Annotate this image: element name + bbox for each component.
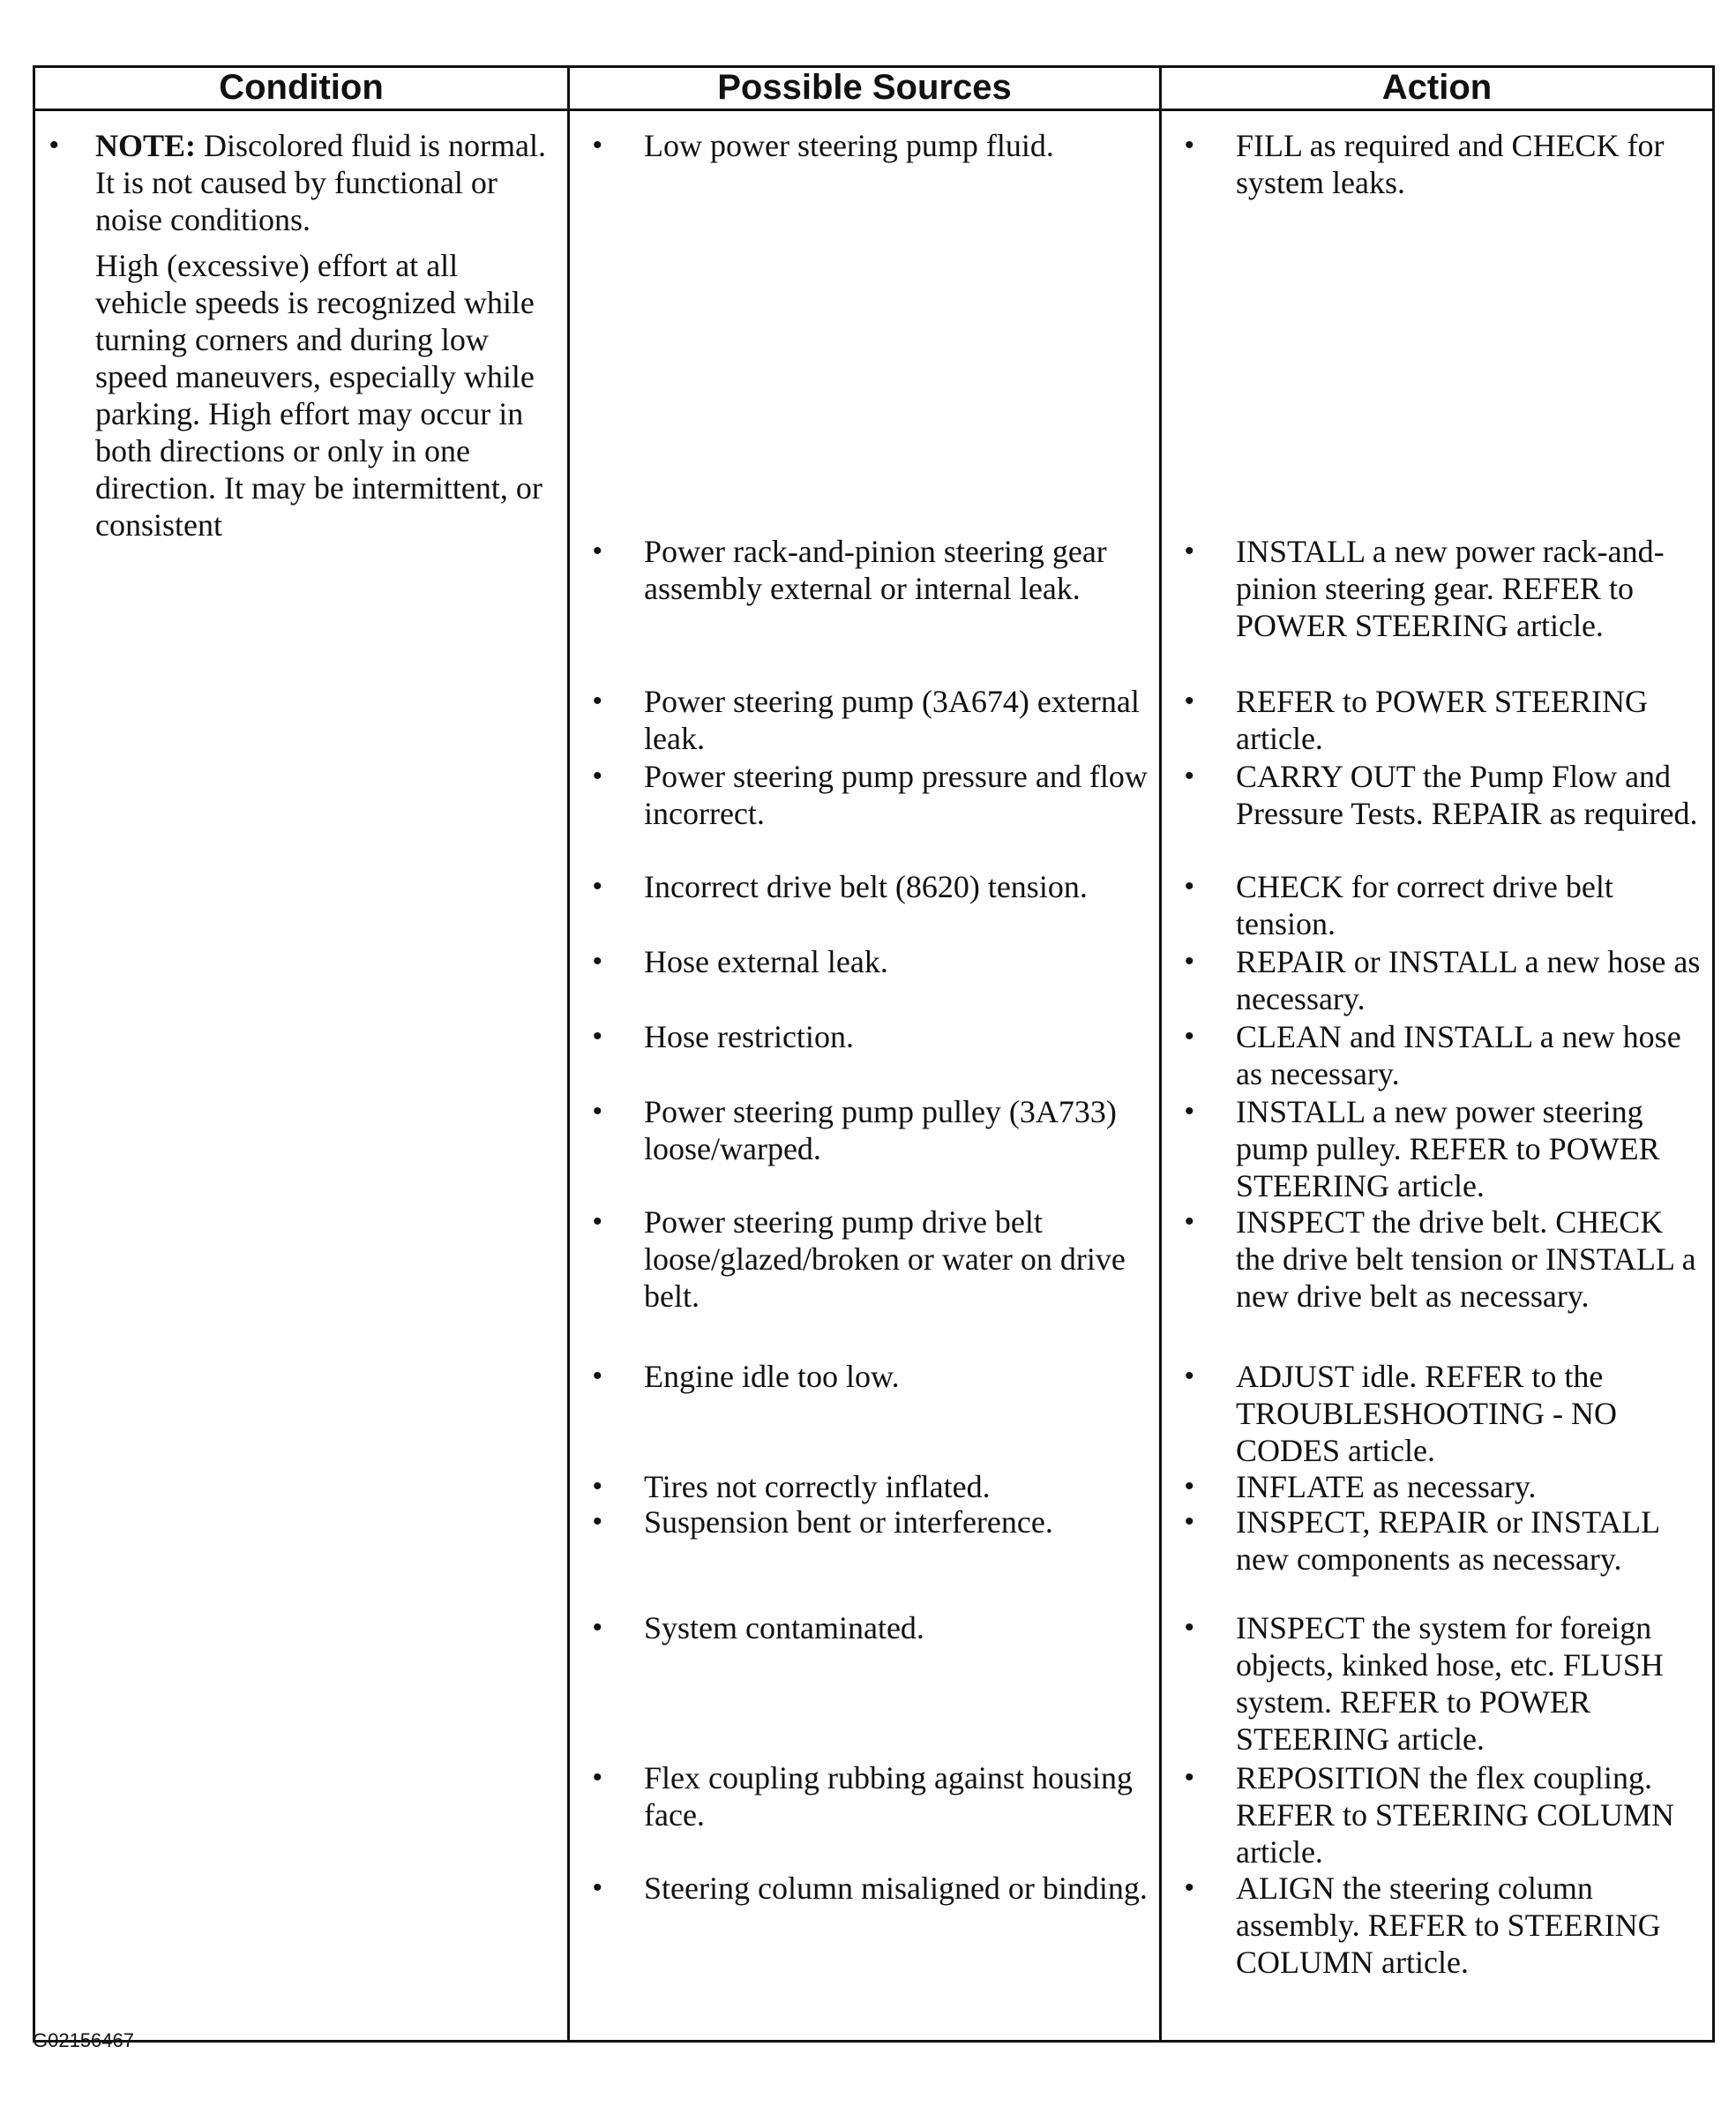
bullet-icon: •	[593, 1361, 602, 1391]
source-item	[580, 683, 1152, 757]
action-text: INSPECT, REPAIR or INSTALL new components as necessary.	[1236, 1504, 1659, 1577]
action-item	[1172, 1468, 1705, 1505]
action-item	[1172, 868, 1705, 942]
source-item	[580, 1759, 1152, 1833]
source-text: Power steering pump pulley (3A733) loose/warped.	[644, 1094, 1117, 1166]
note-text: Discolored fluid is normal. It is not caused by functional or noise conditions.	[95, 128, 546, 237]
source-item	[580, 1203, 1152, 1315]
source-item	[580, 868, 1152, 905]
action-text: CARRY OUT the Pump Flow and Pressure Tests. REPAIR as required.	[1236, 759, 1698, 831]
source-text: Engine idle too low.	[644, 1359, 900, 1394]
source-item	[580, 1503, 1152, 1541]
action-item	[1172, 1503, 1705, 1578]
action-item	[1172, 758, 1705, 832]
action-item	[1172, 533, 1705, 644]
bullet-icon: •	[593, 1022, 602, 1051]
source-item	[580, 1609, 1152, 1646]
action-text: INSPECT the drive belt. CHECK the drive belt tension or INSTALL a new drive belt as necessary.	[1236, 1204, 1696, 1314]
bullet-icon: •	[1185, 1507, 1194, 1536]
action-item	[1172, 1018, 1705, 1092]
bullet-icon: •	[593, 872, 602, 901]
action-text: INSTALL a new power rack-and-pinion steering gear. REFER to POWER STEERING article.	[1236, 534, 1665, 643]
condition-description: High (excessive) effort at all vehicle speeds is recognized while turning corners and during low speed maneuvers, especially while parking. High effort may occur in both directions or only in one direction. It may be intermittent, or consistent	[95, 248, 542, 543]
header-condition: Condition	[34, 67, 569, 110]
action-item	[1172, 683, 1705, 757]
source-item	[580, 1468, 1152, 1505]
source-text: Power steering pump (3A674) external leak.	[644, 684, 1140, 756]
action-item	[1172, 1609, 1705, 1758]
source-item	[580, 533, 1152, 607]
actions-cell	[1161, 110, 1714, 2042]
bullet-icon: •	[1185, 1022, 1194, 1051]
action-item	[1172, 1093, 1705, 1204]
action-text: REFER to POWER STEERING article.	[1236, 684, 1649, 756]
bullet-icon: •	[593, 1472, 602, 1501]
bullet-icon: •	[1185, 686, 1194, 716]
bullet-icon: •	[593, 947, 602, 976]
action-item	[1172, 1870, 1705, 1981]
source-text: Hose external leak.	[644, 944, 888, 979]
bullet-icon: •	[1185, 1097, 1194, 1126]
troubleshooting-table	[33, 65, 1715, 2043]
bullet-icon: •	[1185, 947, 1194, 976]
source-item	[580, 1093, 1152, 1167]
header-action: Action	[1161, 67, 1714, 110]
bullet-icon: •	[1185, 1613, 1194, 1642]
bullet-icon: •	[593, 686, 602, 716]
bullet-icon: •	[49, 131, 59, 160]
bullet-icon: •	[593, 536, 602, 566]
source-item	[580, 758, 1152, 832]
bullet-icon: •	[1185, 1361, 1194, 1391]
header-possible-sources: Possible Sources	[569, 67, 1161, 110]
bullet-icon: •	[1185, 1873, 1194, 1902]
table-row	[34, 110, 1714, 2042]
action-item	[1172, 1358, 1705, 1469]
bullet-icon: •	[593, 1507, 602, 1536]
bullet-icon: •	[1185, 1207, 1194, 1236]
source-text: Steering column misaligned or binding.	[644, 1870, 1148, 1906]
table-header-row	[34, 67, 1714, 110]
source-item	[580, 943, 1152, 980]
action-text: CHECK for correct drive belt tension.	[1236, 869, 1613, 941]
source-text: Incorrect drive belt (8620) tension.	[644, 869, 1088, 904]
source-text: Power steering pump pressure and flow incorrect.	[644, 759, 1148, 831]
source-text: Hose restriction.	[644, 1019, 854, 1054]
source-item	[580, 1870, 1152, 1907]
source-text: Suspension bent or interference.	[644, 1504, 1053, 1540]
bullet-icon: •	[1185, 131, 1194, 160]
bullet-icon: •	[593, 1097, 602, 1126]
action-text: INSPECT the system for foreign objects, kinked hose, etc. FLUSH system. REFER to POWER STEERING article.	[1236, 1610, 1664, 1757]
action-text: ALIGN the steering column assembly. REFER to STEERING COLUMN article.	[1236, 1870, 1661, 1980]
action-text: INFLATE as necessary.	[1236, 1469, 1537, 1504]
sources-cell	[569, 110, 1161, 2042]
note-label: NOTE:	[95, 128, 197, 163]
condition-item	[46, 127, 557, 543]
source-text: Low power steering pump fluid.	[644, 128, 1054, 163]
bullet-icon: •	[1185, 761, 1194, 791]
bullet-icon: •	[1185, 872, 1194, 901]
source-text: Power rack-and-pinion steering gear assembly external or internal leak.	[644, 534, 1107, 606]
bullet-icon: •	[1185, 536, 1194, 566]
bullet-icon: •	[593, 1763, 602, 1792]
bullet-icon: •	[593, 761, 602, 791]
condition-cell	[34, 110, 569, 2042]
action-item	[1172, 127, 1705, 201]
bullet-icon: •	[593, 1207, 602, 1236]
action-text: INSTALL a new power steering pump pulley. REFER to POWER STEERING article.	[1236, 1094, 1660, 1203]
source-text: Tires not correctly inflated.	[644, 1469, 991, 1504]
source-text: Power steering pump drive belt loose/glazed/broken or water on drive belt.	[644, 1204, 1126, 1314]
bullet-icon: •	[1185, 1763, 1194, 1792]
bullet-icon: •	[593, 131, 602, 160]
source-item	[580, 1018, 1152, 1055]
action-text: FILL as required and CHECK for system leaks.	[1236, 128, 1665, 200]
figure-id: G02156467	[33, 2029, 134, 2051]
bullet-icon: •	[593, 1873, 602, 1902]
source-text: Flex coupling rubbing against housing face.	[644, 1760, 1133, 1833]
action-item	[1172, 1203, 1705, 1315]
bullet-icon: •	[593, 1613, 602, 1642]
source-text: System contaminated.	[644, 1610, 924, 1645]
source-item	[580, 127, 1152, 164]
action-text: CLEAN and INSTALL a new hose as necessary.	[1236, 1019, 1681, 1091]
action-item	[1172, 1759, 1705, 1870]
action-text: REPAIR or INSTALL a new hose as necessary.	[1236, 944, 1701, 1016]
action-item	[1172, 943, 1705, 1017]
action-text: REPOSITION the flex coupling. REFER to STEERING COLUMN article.	[1236, 1760, 1675, 1870]
source-item	[580, 1358, 1152, 1395]
bullet-icon: •	[1185, 1472, 1194, 1501]
action-text: ADJUST idle. REFER to the TROUBLESHOOTING - NO CODES article.	[1236, 1359, 1617, 1468]
